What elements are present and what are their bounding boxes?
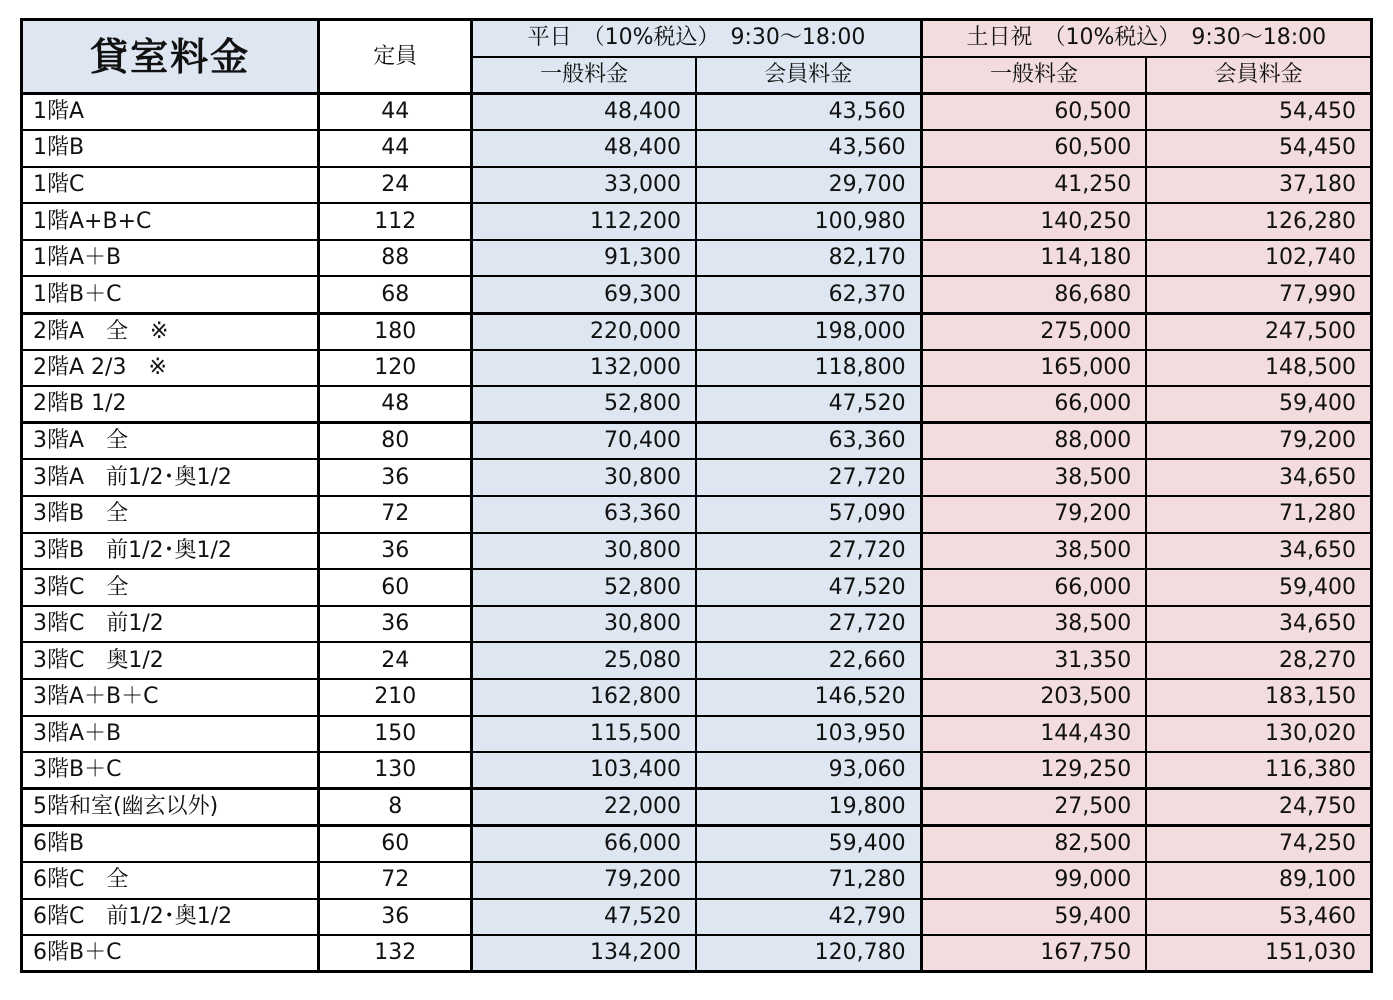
weekday-general-price: 162,800 bbox=[472, 679, 696, 716]
weekday-member-price: 120,780 bbox=[696, 935, 921, 972]
weekday-general-price: 48,400 bbox=[472, 94, 696, 131]
capacity-header: 定員 bbox=[319, 20, 472, 94]
capacity-cell: 36 bbox=[319, 459, 472, 496]
weekend-general-price: 275,000 bbox=[921, 313, 1146, 350]
capacity-cell: 112 bbox=[319, 203, 472, 240]
capacity-cell: 210 bbox=[319, 679, 472, 716]
table-row bbox=[22, 716, 1372, 753]
weekday-general-price: 25,080 bbox=[472, 642, 696, 679]
capacity-cell: 80 bbox=[319, 423, 472, 460]
table-row bbox=[22, 825, 1372, 862]
table-row bbox=[22, 606, 1372, 643]
weekday-general-price: 112,200 bbox=[472, 203, 696, 240]
table-row bbox=[22, 899, 1372, 936]
table-row bbox=[22, 935, 1372, 972]
capacity-cell: 130 bbox=[319, 752, 472, 789]
capacity-cell: 48 bbox=[319, 386, 472, 423]
weekday-member-price: 47,520 bbox=[696, 569, 921, 606]
room-name-cell: 1階A＋B bbox=[22, 240, 319, 277]
weekday-member-price: 27,720 bbox=[696, 459, 921, 496]
table-row bbox=[22, 276, 1372, 313]
weekend-member-price: 59,400 bbox=[1146, 569, 1371, 606]
weekday-general-price: 115,500 bbox=[472, 716, 696, 753]
rate-table-body bbox=[22, 94, 1372, 972]
weekday-member-price: 19,800 bbox=[696, 789, 921, 826]
room-name-cell: 3階B 全 bbox=[22, 496, 319, 533]
weekday-member-price: 57,090 bbox=[696, 496, 921, 533]
weekend-general-price: 203,500 bbox=[921, 679, 1146, 716]
room-name-cell: 3階C 奥1/2 bbox=[22, 642, 319, 679]
capacity-cell: 44 bbox=[319, 130, 472, 167]
weekday-member-price: 43,560 bbox=[696, 130, 921, 167]
capacity-cell: 150 bbox=[319, 716, 472, 753]
weekday-general-price: 52,800 bbox=[472, 386, 696, 423]
room-name-cell: 1階B＋C bbox=[22, 276, 319, 313]
weekday-member-price: 42,790 bbox=[696, 899, 921, 936]
weekend-general-price: 99,000 bbox=[921, 862, 1146, 899]
weekday-general-price: 70,400 bbox=[472, 423, 696, 460]
room-name-cell: 6階C 全 bbox=[22, 862, 319, 899]
weekday-header: 平日 （10%税込） 9:30～18:00 bbox=[472, 20, 921, 57]
table-row bbox=[22, 459, 1372, 496]
weekend-header: 土日祝 （10%税込） 9:30～18:00 bbox=[921, 20, 1371, 57]
weekend-member-price: 34,650 bbox=[1146, 533, 1371, 570]
weekend-member-price: 28,270 bbox=[1146, 642, 1371, 679]
weekday-member-price: 43,560 bbox=[696, 94, 921, 131]
weekday-member-price: 103,950 bbox=[696, 716, 921, 753]
weekend-member-price: 126,280 bbox=[1146, 203, 1371, 240]
weekday-member-price: 63,360 bbox=[696, 423, 921, 460]
weekday-general-price: 48,400 bbox=[472, 130, 696, 167]
weekend-member-price: 116,380 bbox=[1146, 752, 1371, 789]
weekend-member-price: 54,450 bbox=[1146, 130, 1371, 167]
weekend-general-price: 86,680 bbox=[921, 276, 1146, 313]
weekend-general-price: 60,500 bbox=[921, 130, 1146, 167]
room-name-cell: 1階A+B+C bbox=[22, 203, 319, 240]
weekday-member-price: 82,170 bbox=[696, 240, 921, 277]
room-name-cell: 1階A bbox=[22, 94, 319, 131]
weekend-general-price: 114,180 bbox=[921, 240, 1146, 277]
header-row-1 bbox=[22, 20, 1372, 57]
capacity-cell: 36 bbox=[319, 899, 472, 936]
weekday-member-header: 会員料金 bbox=[696, 57, 921, 94]
weekend-general-price: 165,000 bbox=[921, 350, 1146, 387]
weekday-general-price: 22,000 bbox=[472, 789, 696, 826]
capacity-cell: 132 bbox=[319, 935, 472, 972]
weekend-general-price: 59,400 bbox=[921, 899, 1146, 936]
weekday-general-price: 33,000 bbox=[472, 167, 696, 204]
weekday-member-price: 59,400 bbox=[696, 825, 921, 862]
weekday-general-price: 134,200 bbox=[472, 935, 696, 972]
room-name-cell: 3階A 全 bbox=[22, 423, 319, 460]
room-name-cell: 3階A 前1/2･奥1/2 bbox=[22, 459, 319, 496]
weekend-general-price: 38,500 bbox=[921, 533, 1146, 570]
capacity-cell: 60 bbox=[319, 569, 472, 606]
rental-rate-table bbox=[20, 18, 1373, 973]
weekday-member-price: 100,980 bbox=[696, 203, 921, 240]
weekday-member-price: 27,720 bbox=[696, 533, 921, 570]
weekend-member-price: 183,150 bbox=[1146, 679, 1371, 716]
table-row bbox=[22, 569, 1372, 606]
weekend-general-price: 82,500 bbox=[921, 825, 1146, 862]
weekend-general-price: 88,000 bbox=[921, 423, 1146, 460]
weekday-member-price: 27,720 bbox=[696, 606, 921, 643]
table-row bbox=[22, 167, 1372, 204]
weekday-member-price: 118,800 bbox=[696, 350, 921, 387]
weekend-member-price: 74,250 bbox=[1146, 825, 1371, 862]
weekday-general-price: 47,520 bbox=[472, 899, 696, 936]
weekend-general-price: 66,000 bbox=[921, 569, 1146, 606]
weekday-general-price: 103,400 bbox=[472, 752, 696, 789]
weekend-member-price: 53,460 bbox=[1146, 899, 1371, 936]
weekend-general-price: 167,750 bbox=[921, 935, 1146, 972]
capacity-cell: 36 bbox=[319, 606, 472, 643]
weekend-member-price: 37,180 bbox=[1146, 167, 1371, 204]
weekday-member-price: 62,370 bbox=[696, 276, 921, 313]
table-row bbox=[22, 679, 1372, 716]
room-name-cell: 6階C 前1/2･奥1/2 bbox=[22, 899, 319, 936]
table-row bbox=[22, 533, 1372, 570]
capacity-cell: 72 bbox=[319, 862, 472, 899]
room-name-cell: 1階C bbox=[22, 167, 319, 204]
weekend-member-header: 会員料金 bbox=[1146, 57, 1371, 94]
weekday-general-price: 69,300 bbox=[472, 276, 696, 313]
weekend-general-price: 66,000 bbox=[921, 386, 1146, 423]
weekday-member-price: 198,000 bbox=[696, 313, 921, 350]
weekday-general-price: 132,000 bbox=[472, 350, 696, 387]
room-name-cell: 3階A＋B bbox=[22, 716, 319, 753]
table-row bbox=[22, 386, 1372, 423]
table-row bbox=[22, 203, 1372, 240]
table-row bbox=[22, 642, 1372, 679]
weekday-member-price: 71,280 bbox=[696, 862, 921, 899]
weekday-member-price: 22,660 bbox=[696, 642, 921, 679]
capacity-cell: 68 bbox=[319, 276, 472, 313]
weekend-member-price: 79,200 bbox=[1146, 423, 1371, 460]
room-name-cell: 6階B bbox=[22, 825, 319, 862]
weekend-general-price: 31,350 bbox=[921, 642, 1146, 679]
weekday-general-price: 63,360 bbox=[472, 496, 696, 533]
weekend-member-price: 130,020 bbox=[1146, 716, 1371, 753]
weekday-general-price: 52,800 bbox=[472, 569, 696, 606]
weekday-member-price: 146,520 bbox=[696, 679, 921, 716]
weekend-general-price: 27,500 bbox=[921, 789, 1146, 826]
room-name-cell: 3階C 前1/2 bbox=[22, 606, 319, 643]
table-row bbox=[22, 789, 1372, 826]
table-row bbox=[22, 350, 1372, 387]
table-row bbox=[22, 423, 1372, 460]
room-name-cell: 1階B bbox=[22, 130, 319, 167]
weekend-member-price: 54,450 bbox=[1146, 94, 1371, 131]
weekend-general-price: 60,500 bbox=[921, 94, 1146, 131]
weekend-general-price: 38,500 bbox=[921, 606, 1146, 643]
room-name-cell: 3階A＋B＋C bbox=[22, 679, 319, 716]
weekend-member-price: 34,650 bbox=[1146, 606, 1371, 643]
capacity-cell: 24 bbox=[319, 642, 472, 679]
capacity-cell: 72 bbox=[319, 496, 472, 533]
weekend-member-price: 89,100 bbox=[1146, 862, 1371, 899]
weekday-general-price: 91,300 bbox=[472, 240, 696, 277]
weekend-member-price: 102,740 bbox=[1146, 240, 1371, 277]
weekend-member-price: 24,750 bbox=[1146, 789, 1371, 826]
weekday-member-price: 93,060 bbox=[696, 752, 921, 789]
weekend-general-header: 一般料金 bbox=[921, 57, 1146, 94]
capacity-cell: 120 bbox=[319, 350, 472, 387]
room-name-cell: 3階C 全 bbox=[22, 569, 319, 606]
capacity-cell: 44 bbox=[319, 94, 472, 131]
weekday-general-price: 220,000 bbox=[472, 313, 696, 350]
weekend-general-price: 129,250 bbox=[921, 752, 1146, 789]
capacity-cell: 8 bbox=[319, 789, 472, 826]
table-row bbox=[22, 130, 1372, 167]
capacity-cell: 180 bbox=[319, 313, 472, 350]
weekday-general-price: 30,800 bbox=[472, 459, 696, 496]
room-name-cell: 6階B＋C bbox=[22, 935, 319, 972]
capacity-cell: 60 bbox=[319, 825, 472, 862]
table-row bbox=[22, 862, 1372, 899]
weekend-member-price: 71,280 bbox=[1146, 496, 1371, 533]
weekend-member-price: 151,030 bbox=[1146, 935, 1371, 972]
weekend-member-price: 77,990 bbox=[1146, 276, 1371, 313]
table-row bbox=[22, 240, 1372, 277]
capacity-cell: 88 bbox=[319, 240, 472, 277]
weekend-member-price: 34,650 bbox=[1146, 459, 1371, 496]
table-row bbox=[22, 752, 1372, 789]
room-name-cell: 2階A 全 ※ bbox=[22, 313, 319, 350]
room-name-cell: 2階B 1/2 bbox=[22, 386, 319, 423]
table-row bbox=[22, 94, 1372, 131]
weekend-member-price: 247,500 bbox=[1146, 313, 1371, 350]
weekend-member-price: 148,500 bbox=[1146, 350, 1371, 387]
table-row bbox=[22, 496, 1372, 533]
weekend-general-price: 41,250 bbox=[921, 167, 1146, 204]
table-title: 貸室料金 bbox=[22, 20, 319, 94]
weekday-general-price: 30,800 bbox=[472, 533, 696, 570]
room-name-cell: 2階A 2/3 ※ bbox=[22, 350, 319, 387]
room-name-cell: 3階B 前1/2･奥1/2 bbox=[22, 533, 319, 570]
weekday-general-price: 66,000 bbox=[472, 825, 696, 862]
weekend-general-price: 79,200 bbox=[921, 496, 1146, 533]
weekday-member-price: 29,700 bbox=[696, 167, 921, 204]
weekday-general-price: 79,200 bbox=[472, 862, 696, 899]
weekday-general-price: 30,800 bbox=[472, 606, 696, 643]
weekday-general-header: 一般料金 bbox=[472, 57, 696, 94]
table-row bbox=[22, 313, 1372, 350]
weekend-member-price: 59,400 bbox=[1146, 386, 1371, 423]
room-name-cell: 3階B＋C bbox=[22, 752, 319, 789]
capacity-cell: 36 bbox=[319, 533, 472, 570]
room-name-cell: 5階和室(幽玄以外) bbox=[22, 789, 319, 826]
weekday-member-price: 47,520 bbox=[696, 386, 921, 423]
weekend-general-price: 38,500 bbox=[921, 459, 1146, 496]
weekend-general-price: 140,250 bbox=[921, 203, 1146, 240]
capacity-cell: 24 bbox=[319, 167, 472, 204]
weekend-general-price: 144,430 bbox=[921, 716, 1146, 753]
